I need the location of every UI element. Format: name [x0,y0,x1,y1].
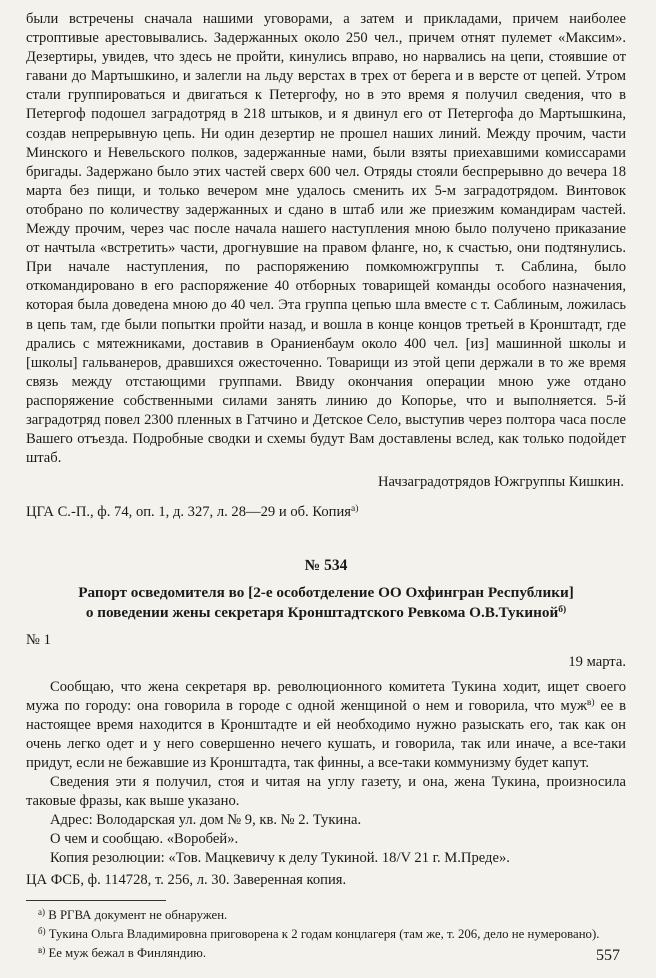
source-reference [26,503,626,522]
footnote-mark: а) [350,504,359,515]
source-text: ЦГА С.-П., ф. 74, оп. 1, д. 327, л. 28—29 и об. Копия [26,504,351,521]
document-source: ЦА ФСБ, ф. 114728, т. 256, л. 30. Заверенная копия. [26,872,347,889]
report-number: № 1 [26,632,51,649]
report-paragraph-2: Сведения эти я получил, стоя и читая на углу газету, и она, жена Тукина, произносила таковые фразы, как выше указано. [26,774,626,810]
footnote-mark: б) [558,604,567,615]
document-number: № 534 [304,557,348,575]
footnote-b: $^{б)}$ Тукина Ольга Владимировна приговорена к 2 годам концлагеря (там же, т. 206, дело не нумеровано). [38,926,600,942]
title-line-2: о поведении жены секретаря Кронштадтского Ревкома О.В.Тукиной [85,603,559,621]
footnotes [26,904,626,961]
page-number: 557 [596,947,620,964]
report-meta [26,630,626,670]
resolution-copy: Копия резолюции: «Тов. Мацкевичу к делу Тукиной. 18/V 21 г. М.Преде». [50,850,510,867]
report-date: 19 марта. [568,654,626,671]
signature: Начзаградотрядов Южгруппы Кишкин. [378,474,624,491]
page-content [26,10,626,961]
report-paragraph-1: Сообщаю, что жена секретаря вр. революционного комитета Тукина ходит, ищет своего мужа по городу: она говорила в городе с одной женщиной о нем и говорила, что муж$^{в)}$ ее в настоящее время находится в Кронштадте и ей необходимо нужно разыскать его, так как он очень легко одет и у него совершенно нечего кушать, и говорила, так или иначе, а все-таки придут, если не бежавшие из Кронштадта, так финны, а все-таки коммунизму будет капут. [26,679,626,772]
continued-report-text: были встречены сначала нашими уговорами, а затем и прикладами, причем наиболее строптивые арестовывались. Задержанных около 250 чел., причем отнят пулемет «Максим». Дезертиры, увидев, что здесь не пройти, кинулись вправо, но нарвались на цепи, стоявшие от гавани до Мартышкино, и залегли на льду верстах в трех от берега и в версте от цепей. Утром стали группироваться и двигаться к Петергофу, но в это время я получил сведения, что в Петергоф подошел заградотряд в 218 штыков, и я двинул его от Петергофа до Мартышкина, создав непрерывную цепь. Ни один дезертир не прошел наших линий. Между прочим, части Минского и Невельского полков, задержанные нами, были взяты приехавшими комиссарами бригады. Задержано было этих частей сверх 600 чел. Отряды стояли беспрерывно до вечера 18 марта без пищи, и только вечером мне удалось сменить их 5-м заградотрядом. Винтовок отобрано по количеству задержанных и сдано в штаб или же приезжим командирам частей. Между прочим, через час после начала нашего наступления мною было получено приказание от начтыла «встретить» части, дрогнувшие на правом фланге, но, к счастью, они подтянулись. При начале наступления, по распоряжению помкомюжгруппы т. Саблина, было откомандировано в его распоряжение 40 отборных товарищей команды особого назначения, которая была доведена мною до 40 чел. Эта группа цепью шла вместе с т. Саблиным, ложилась в цепь там, где были попытки пройти назад, и вошла в конце концов третьей в Кронштадт, где дрались с мятежниками, доставив в Ораниенбаум около 400 чел. [из] машинной школы и [школы] гальванеров, дравшихся ожесточенно. Товарищи из этой цепи держали в то же время связь между отстающими группами. Ввиду окончания операции мною уже отдано распоряжение собственными силами занять линию до Копорье, что и выполняется. 5-й заградотряд повел 2300 пленных в Гатчино и Детское Село, выступив через полтора часа после Вашего отъезда. Подробные сводки и схемы будут Вам доставлены вслед, как только подойдет штаб. [26,11,626,467]
report-address: Адрес: Володарская ул. дом № 9, кв. № 2. Тукина. [50,812,362,829]
footnote-c: $^{в)}$ Ее муж бежал в Финляндию. [38,945,207,961]
footnote-divider [26,900,166,901]
report-body [26,678,626,890]
footnote-mark: в) [586,698,595,709]
report-closing: О чем и сообщаю. «Воробей». [50,831,239,848]
footnote-a: $^{а)}$ В РГВА документ не обнаружен. [38,907,228,923]
title-line-1: Рапорт осведомителя во [2-е особотделение ОО Охфингран Республики] [78,584,574,602]
document-title [26,583,626,622]
